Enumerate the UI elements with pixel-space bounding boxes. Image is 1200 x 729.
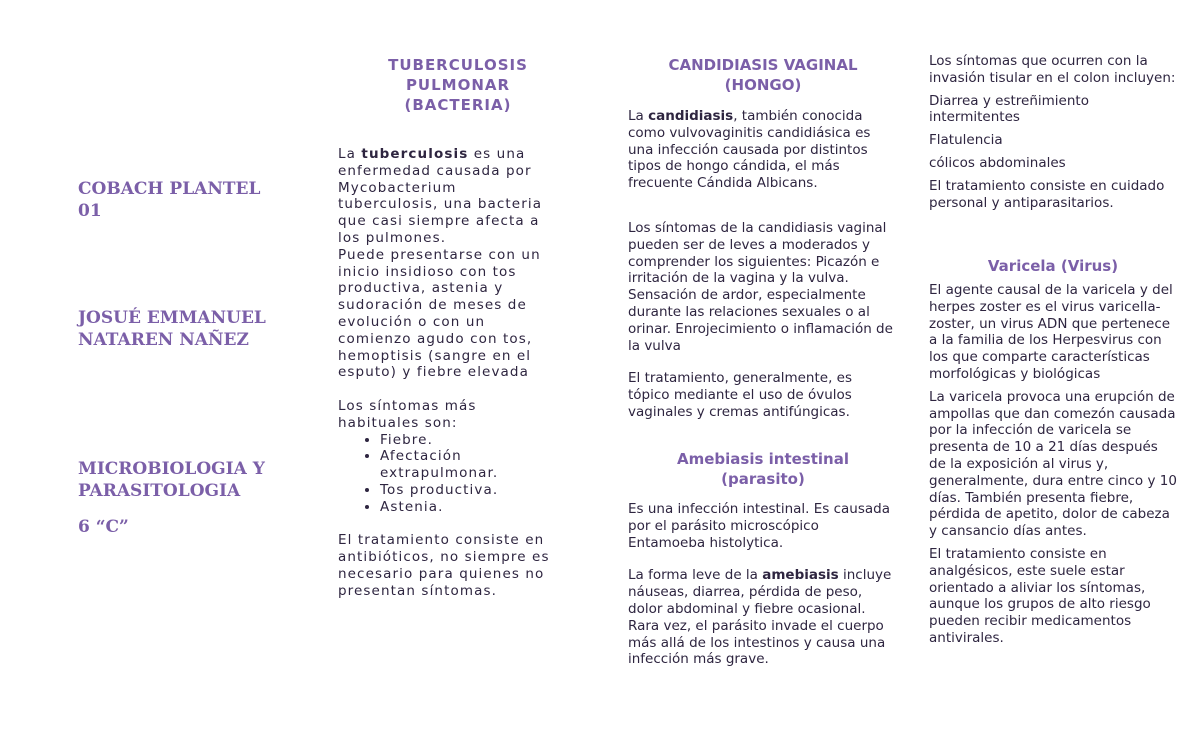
tuberculosis-symptoms-intro: Los síntomas más habituales son: bbox=[338, 397, 477, 431]
tuberculosis-intro: La tuberculosis es una enfermedad causada por Mycobacterium tuberculosis, una bacteria que casi siempre afecta a los pulmones. bbox=[338, 146, 543, 246]
student-name: JOSUÉ EMMANUEL NATAREN NAÑEZ bbox=[78, 308, 266, 350]
varicela-treatment: El tratamiento consiste en analgésicos, este suele estar orientado a aliviar los síntomas, aunque los grupos de alto riesgo pueden recibir medicamentos antivirales. bbox=[929, 545, 1151, 646]
candidiasis-treatment: El tratamiento, generalmente, es tópico mediante el uso de óvulos vaginales y cremas antifúngicas. bbox=[628, 370, 852, 420]
amebiasis-title: Amebiasis intestinal (parasito) bbox=[677, 450, 849, 488]
list-item: • Fiebre. bbox=[380, 432, 560, 449]
amebiasis-symptoms: La forma leve de la amebiasis incluye náuseas, diarrea, pérdida de peso, dolor abdominal y fiebre ocasional. Rara vez, el parásito invade el cuerpo más allá de los intestinos y causa una infección más grave. bbox=[628, 567, 892, 668]
tuberculosis-presentation: Puede presentarse con un inicio insidioso con tos productiva, astenia y sudoración de meses de evolución o con un comienzo agudo con tos, hemoptisis (sangre en el esputo) y fiebre elevada bbox=[338, 246, 541, 381]
amebiasis-definition: Es una infección intestinal. Es causada por el parásito microscópico Entamoeba histolytica. bbox=[628, 501, 890, 551]
tuberculosis-treatment: El tratamiento consiste en antibióticos, no siempre es necesario para quienes no presentan síntomas. bbox=[338, 532, 550, 599]
tuberculosis-symptom-list bbox=[338, 432, 560, 516]
varicela-symptoms: La varicela provoca una erupción de ampollas que dan comezón causada por la infección de varicela se presenta de 10 a 21 días después de la exposición al virus y, generalmente, dura entre cinco y 10 días. También presenta fiebre, pérdida de apetito, dolor de cabeza y cansancio días antes. bbox=[929, 388, 1177, 540]
colon-item: cólicos abdominales bbox=[929, 154, 1066, 171]
colon-item: Flatulencia bbox=[929, 132, 1003, 149]
tuberculosis-title: TUBERCULOSIS PULMONAR (BACTERIA) bbox=[388, 56, 528, 114]
list-item: • Astenia. bbox=[380, 499, 560, 516]
candidiasis-title: CANDIDIASIS VAGINAL (HONGO) bbox=[668, 56, 858, 94]
colon-treatment: El tratamiento consiste en cuidado personal y antiparasitarios. bbox=[929, 177, 1165, 211]
school-name: COBACH PLANTEL 01 bbox=[78, 179, 261, 221]
group-label: 6 “C” bbox=[78, 517, 129, 537]
list-item: • Tos productiva. bbox=[380, 482, 560, 499]
candidiasis-intro: La candidiasis, también conocida como vulvovaginitis candidiásica es una infección causada por distintos tipos de hongo cándida, el más frecuente Cándida Albicans. bbox=[628, 108, 871, 192]
varicela-title: Varicela (Virus) bbox=[987, 257, 1119, 275]
colon-item: Diarrea y estreñimiento intermitentes bbox=[929, 92, 1089, 126]
subject-name: MICROBIOLOGIA Y PARASITOLOGIA bbox=[78, 459, 265, 501]
colon-symptoms-intro: Los síntomas que ocurren con la invasión tisular en el colon incluyen: bbox=[929, 53, 1176, 86]
list-item: • Afectación extrapulmonar. bbox=[380, 448, 560, 482]
varicela-agent: El agente causal de la varicela y del herpes zoster es el virus varicella-zoster, un virus ADN que pertenece a la familia de los Herpesvirus con los que comparte características morfológicas y biológicas bbox=[929, 282, 1173, 382]
candidiasis-symptoms: Los síntomas de la candidiasis vaginal pueden ser de leves a moderados y comprender los siguientes: Picazón e irritación de la vagina y la vulva. Sensación de ardor, especialmente durante las relaciones sexuales o al orinar. Enrojecimiento o inflamación de la vulva bbox=[628, 220, 893, 354]
